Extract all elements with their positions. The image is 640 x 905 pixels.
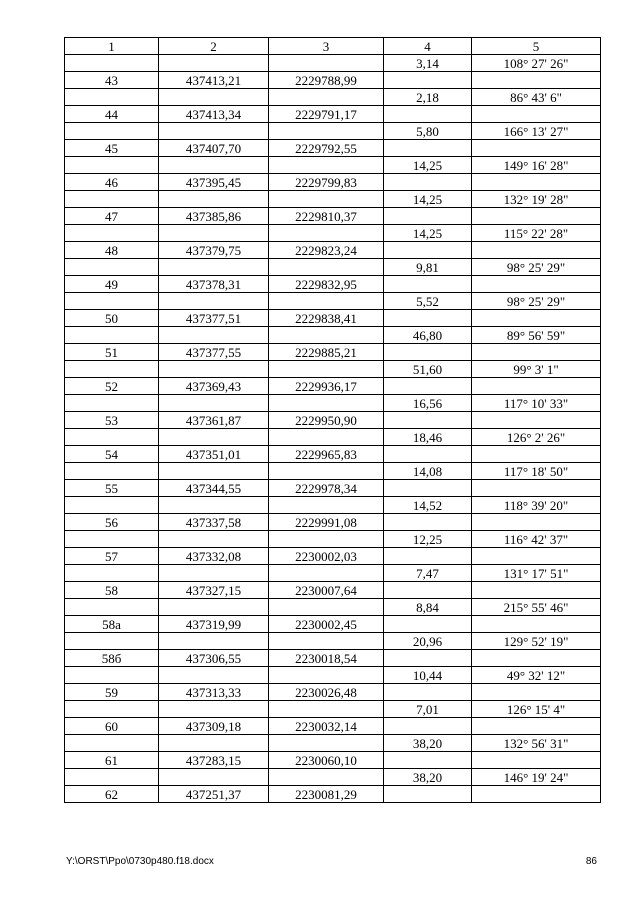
table-cell: 20,96 <box>384 633 472 650</box>
table-cell <box>472 412 601 429</box>
table-cell <box>384 276 472 293</box>
table-cell <box>269 395 384 412</box>
table-row <box>65 548 601 565</box>
column-header: 2 <box>159 38 269 55</box>
table-cell <box>269 259 384 276</box>
table-row <box>65 123 601 140</box>
table-row <box>65 55 601 72</box>
table-row <box>65 752 601 769</box>
table-cell <box>159 327 269 344</box>
table-cell: 2230032,14 <box>269 718 384 735</box>
table-cell <box>472 786 601 803</box>
table-cell <box>65 361 159 378</box>
table-cell <box>65 191 159 208</box>
table-cell <box>472 344 601 361</box>
coordinates-table <box>64 37 601 803</box>
table-cell <box>269 667 384 684</box>
table-cell <box>65 395 159 412</box>
table-row <box>65 480 601 497</box>
footer-page-number: 86 <box>585 856 597 867</box>
table-cell: 62 <box>65 786 159 803</box>
table-cell <box>269 633 384 650</box>
table-cell <box>384 548 472 565</box>
table-cell <box>472 242 601 259</box>
table-cell <box>159 395 269 412</box>
table-cell <box>269 735 384 752</box>
column-header: 4 <box>384 38 472 55</box>
table-row <box>65 310 601 327</box>
table-cell: 18,46 <box>384 429 472 446</box>
table-row <box>65 599 601 616</box>
table-row <box>65 327 601 344</box>
table-cell <box>384 582 472 599</box>
table-cell <box>384 174 472 191</box>
table-cell: 437377,55 <box>159 344 269 361</box>
table-row <box>65 633 601 650</box>
table-cell: 61 <box>65 752 159 769</box>
table-row <box>65 429 601 446</box>
table-cell: 2230007,64 <box>269 582 384 599</box>
table-cell <box>65 123 159 140</box>
table-cell: 46 <box>65 174 159 191</box>
table-cell: 166° 13' 27" <box>472 123 601 140</box>
table-cell: 2229885,21 <box>269 344 384 361</box>
table-row <box>65 735 601 752</box>
table-cell: 117° 10' 33" <box>472 395 601 412</box>
table-cell: 52 <box>65 378 159 395</box>
table-row <box>65 497 601 514</box>
table-cell <box>65 769 159 786</box>
table-cell: 8,84 <box>384 599 472 616</box>
table-cell <box>159 463 269 480</box>
table-cell: 437369,43 <box>159 378 269 395</box>
table-row <box>65 463 601 480</box>
table-cell: 437351,01 <box>159 446 269 463</box>
table-cell: 2230060,10 <box>269 752 384 769</box>
table-cell <box>472 310 601 327</box>
table-cell: 131° 17' 51" <box>472 565 601 582</box>
table-cell <box>472 752 601 769</box>
table-cell <box>472 718 601 735</box>
table-cell: 437313,33 <box>159 684 269 701</box>
table-cell <box>65 225 159 242</box>
table-cell <box>65 89 159 106</box>
table-cell: 7,01 <box>384 701 472 718</box>
table-cell: 89° 56' 59" <box>472 327 601 344</box>
table-cell <box>159 361 269 378</box>
table-cell <box>269 89 384 106</box>
table-row <box>65 174 601 191</box>
table-cell <box>159 701 269 718</box>
table-cell: 58а <box>65 616 159 633</box>
table-cell <box>65 429 159 446</box>
table-cell: 2229788,99 <box>269 72 384 89</box>
table-cell: 2229810,37 <box>269 208 384 225</box>
table-cell: 98° 25' 29" <box>472 293 601 310</box>
table-cell: 48 <box>65 242 159 259</box>
table-cell <box>472 446 601 463</box>
table-row <box>65 701 601 718</box>
table-row <box>65 191 601 208</box>
table-cell: 2230002,03 <box>269 548 384 565</box>
table-body <box>65 55 601 803</box>
table-cell: 437344,55 <box>159 480 269 497</box>
table-cell <box>472 548 601 565</box>
table-cell <box>384 208 472 225</box>
table-cell: 437413,21 <box>159 72 269 89</box>
table-cell <box>384 412 472 429</box>
table-cell: 14,25 <box>384 225 472 242</box>
table-cell <box>472 276 601 293</box>
table-cell <box>269 769 384 786</box>
table-cell: 108° 27' 26" <box>472 55 601 72</box>
table-cell: 86° 43' 6" <box>472 89 601 106</box>
table-cell: 129° 52' 19" <box>472 633 601 650</box>
table-cell <box>472 616 601 633</box>
table-cell: 44 <box>65 106 159 123</box>
table-cell: 14,25 <box>384 157 472 174</box>
table-cell <box>159 55 269 72</box>
table-cell: 117° 18' 50" <box>472 463 601 480</box>
table-cell <box>472 650 601 667</box>
table-row <box>65 565 601 582</box>
table-cell: 57 <box>65 548 159 565</box>
table-cell <box>384 752 472 769</box>
table-cell <box>159 89 269 106</box>
table-cell <box>269 531 384 548</box>
table-cell: 132° 19' 28" <box>472 191 601 208</box>
table-row <box>65 157 601 174</box>
table-cell <box>384 446 472 463</box>
table-cell <box>384 106 472 123</box>
table-cell <box>384 140 472 157</box>
table-cell <box>159 259 269 276</box>
table-cell <box>269 497 384 514</box>
table-cell: 437283,15 <box>159 752 269 769</box>
table-cell: 437337,58 <box>159 514 269 531</box>
table-cell: 3,14 <box>384 55 472 72</box>
table-row <box>65 242 601 259</box>
table-row <box>65 106 601 123</box>
table-row <box>65 293 601 310</box>
table-cell <box>159 599 269 616</box>
table-cell: 50 <box>65 310 159 327</box>
table-cell <box>384 72 472 89</box>
table-cell: 146° 19' 24" <box>472 769 601 786</box>
table-cell <box>159 123 269 140</box>
table-cell <box>384 786 472 803</box>
table-cell: 2230018,54 <box>269 650 384 667</box>
footer-file-path: Y:\ORST\Ppo\0730p480.f18.docx <box>66 856 214 867</box>
table-row <box>65 276 601 293</box>
table-cell <box>269 599 384 616</box>
table-row <box>65 361 601 378</box>
table-cell <box>269 565 384 582</box>
table-cell <box>65 599 159 616</box>
table-cell: 49° 32' 12" <box>472 667 601 684</box>
table-cell <box>269 293 384 310</box>
table-cell <box>159 225 269 242</box>
table-cell: 437379,75 <box>159 242 269 259</box>
table-cell: 99° 3' 1" <box>472 361 601 378</box>
table-cell <box>159 157 269 174</box>
table-cell <box>269 191 384 208</box>
table-cell: 2230002,45 <box>269 616 384 633</box>
table-cell: 51,60 <box>384 361 472 378</box>
table-row <box>65 718 601 735</box>
table-cell <box>384 616 472 633</box>
table-cell <box>384 684 472 701</box>
table-row <box>65 667 601 684</box>
column-header: 1 <box>65 38 159 55</box>
table-cell: 437377,51 <box>159 310 269 327</box>
table-cell <box>472 684 601 701</box>
table-cell: 56 <box>65 514 159 531</box>
table-cell <box>159 293 269 310</box>
table-cell: 53 <box>65 412 159 429</box>
table-cell: 2230026,48 <box>269 684 384 701</box>
table-cell <box>472 72 601 89</box>
table-cell: 2,18 <box>384 89 472 106</box>
table-cell: 12,25 <box>384 531 472 548</box>
table-cell: 437309,18 <box>159 718 269 735</box>
table-cell <box>384 378 472 395</box>
table-cell <box>269 327 384 344</box>
table-cell <box>384 480 472 497</box>
table-cell <box>65 55 159 72</box>
table-cell <box>159 633 269 650</box>
column-header: 5 <box>472 38 601 55</box>
table-cell <box>472 480 601 497</box>
table-cell: 47 <box>65 208 159 225</box>
table-cell <box>269 157 384 174</box>
table-row <box>65 225 601 242</box>
table-cell <box>159 667 269 684</box>
table-row <box>65 378 601 395</box>
table-cell: 437361,87 <box>159 412 269 429</box>
table-cell: 437319,99 <box>159 616 269 633</box>
table-cell: 437378,31 <box>159 276 269 293</box>
table-cell: 49 <box>65 276 159 293</box>
table-cell: 2229799,83 <box>269 174 384 191</box>
table-row <box>65 446 601 463</box>
table-cell <box>269 701 384 718</box>
table-cell: 437395,45 <box>159 174 269 191</box>
table-cell: 437407,70 <box>159 140 269 157</box>
table-cell: 58 <box>65 582 159 599</box>
table-cell <box>472 174 601 191</box>
table-cell <box>159 735 269 752</box>
table-cell: 59 <box>65 684 159 701</box>
table-row <box>65 395 601 412</box>
table-cell: 2229792,55 <box>269 140 384 157</box>
table-cell: 16,56 <box>384 395 472 412</box>
table-cell: 437385,86 <box>159 208 269 225</box>
table-cell <box>65 667 159 684</box>
table-cell <box>472 140 601 157</box>
table-row <box>65 531 601 548</box>
table-cell <box>159 497 269 514</box>
table-cell <box>159 565 269 582</box>
table-cell: 5,80 <box>384 123 472 140</box>
table-cell: 2229832,95 <box>269 276 384 293</box>
table-cell: 9,81 <box>384 259 472 276</box>
table-cell <box>269 463 384 480</box>
table-cell: 38,20 <box>384 735 472 752</box>
table-row <box>65 650 601 667</box>
table-cell <box>384 650 472 667</box>
table-cell: 437251,37 <box>159 786 269 803</box>
table-cell <box>65 735 159 752</box>
table-row <box>65 259 601 276</box>
table-cell: 116° 42' 37" <box>472 531 601 548</box>
table-cell: 2229991,08 <box>269 514 384 531</box>
table-cell <box>384 344 472 361</box>
table-cell: 38,20 <box>384 769 472 786</box>
table-cell <box>472 208 601 225</box>
table-cell: 437413,34 <box>159 106 269 123</box>
table-cell: 149° 16' 28" <box>472 157 601 174</box>
table-row <box>65 72 601 89</box>
table-cell: 58б <box>65 650 159 667</box>
table-cell <box>384 242 472 259</box>
table-cell: 2229823,24 <box>269 242 384 259</box>
table-cell <box>384 514 472 531</box>
table-cell: 2229965,83 <box>269 446 384 463</box>
column-header: 3 <box>269 38 384 55</box>
table-row <box>65 140 601 157</box>
table-cell: 437306,55 <box>159 650 269 667</box>
table-row <box>65 412 601 429</box>
table-cell: 46,80 <box>384 327 472 344</box>
table-cell <box>384 718 472 735</box>
table-cell: 126° 15' 4" <box>472 701 601 718</box>
table-row <box>65 514 601 531</box>
table-cell: 51 <box>65 344 159 361</box>
table-cell: 2229936,17 <box>269 378 384 395</box>
table-cell <box>159 769 269 786</box>
table-cell: 14,08 <box>384 463 472 480</box>
table-cell: 10,44 <box>384 667 472 684</box>
table-cell: 45 <box>65 140 159 157</box>
table-cell: 437332,08 <box>159 548 269 565</box>
table-cell: 215° 55' 46" <box>472 599 601 616</box>
table-cell <box>159 531 269 548</box>
table-cell <box>269 361 384 378</box>
table-cell: 2229950,90 <box>269 412 384 429</box>
table-row <box>65 786 601 803</box>
table-cell: 2229791,17 <box>269 106 384 123</box>
table-cell <box>65 157 159 174</box>
table-cell: 437327,15 <box>159 582 269 599</box>
table-cell <box>65 293 159 310</box>
table-cell <box>65 633 159 650</box>
table-cell <box>269 123 384 140</box>
table-row <box>65 684 601 701</box>
table-header-row <box>65 38 601 55</box>
table-cell <box>65 701 159 718</box>
table-cell <box>65 565 159 582</box>
table-cell: 2230081,29 <box>269 786 384 803</box>
table-cell <box>65 259 159 276</box>
table-cell: 55 <box>65 480 159 497</box>
table-row <box>65 344 601 361</box>
table-cell <box>269 429 384 446</box>
table-row <box>65 582 601 599</box>
table-row <box>65 616 601 633</box>
table-cell <box>472 106 601 123</box>
table-cell <box>65 463 159 480</box>
table-cell: 2229978,34 <box>269 480 384 497</box>
table-cell <box>159 429 269 446</box>
table-cell: 118° 39' 20" <box>472 497 601 514</box>
table-cell: 54 <box>65 446 159 463</box>
table-cell <box>472 514 601 531</box>
table-cell: 5,52 <box>384 293 472 310</box>
table-cell: 126° 2' 26" <box>472 429 601 446</box>
table-row <box>65 769 601 786</box>
table-cell <box>472 582 601 599</box>
table-cell: 115° 22' 28" <box>472 225 601 242</box>
table-cell: 14,25 <box>384 191 472 208</box>
table-row <box>65 89 601 106</box>
table-cell <box>269 55 384 72</box>
table-cell <box>159 191 269 208</box>
table-cell <box>65 531 159 548</box>
table-cell: 98° 25' 29" <box>472 259 601 276</box>
table-cell <box>65 327 159 344</box>
table-cell <box>65 497 159 514</box>
table-cell <box>269 225 384 242</box>
table-row <box>65 208 601 225</box>
table-cell: 60 <box>65 718 159 735</box>
table-cell <box>472 378 601 395</box>
table-cell <box>384 310 472 327</box>
table-cell: 43 <box>65 72 159 89</box>
table-cell: 7,47 <box>384 565 472 582</box>
table-cell: 132° 56' 31" <box>472 735 601 752</box>
table-cell: 14,52 <box>384 497 472 514</box>
table-cell: 2229838,41 <box>269 310 384 327</box>
